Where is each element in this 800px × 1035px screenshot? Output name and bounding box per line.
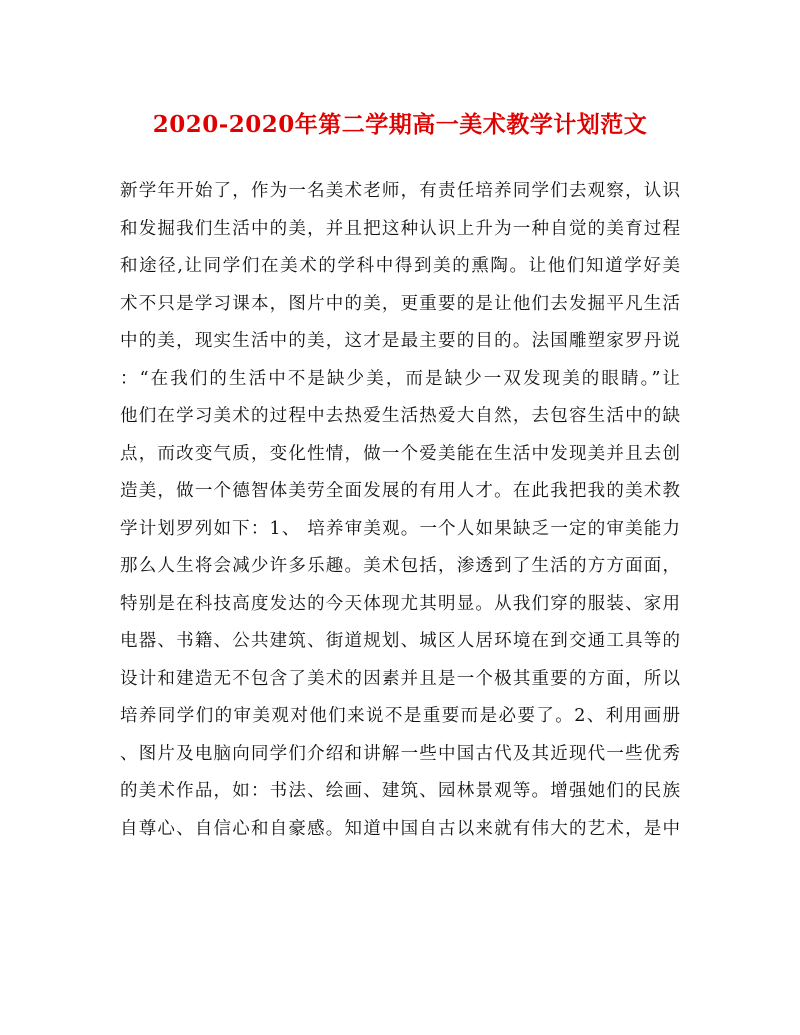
paragraph-line: 、图片及电脑向同学们介绍和讲解一些中国古代及其近现代一些优秀 bbox=[120, 743, 680, 764]
document-title: 2020-2020年第二学期高一美术教学计划范文 bbox=[152, 111, 648, 138]
paragraph-line: 设计和建造无不包含了美术的因素并且是一个极其重要的方面，所以 bbox=[120, 668, 680, 689]
paragraph-line: 新学年开始了，作为一名美术老师，有责任培养同学们去观察，认识 bbox=[120, 181, 680, 201]
paragraph-line: 他们在学习美术的过程中去热爱生活热爱大自然，去包容生活中的缺 bbox=[120, 406, 680, 426]
paragraph-line: 自尊心、自信心和自豪感。知道中国自古以来就有伟大的艺术，是中 bbox=[120, 818, 680, 839]
paragraph-line: 术不只是学习课本，图片中的美，更重要的是让他们去发掘平凡生活 bbox=[120, 293, 680, 314]
paragraph-line: 的美术作品，如：书法、绘画、建筑、园林景观等。增强她们的民族 bbox=[120, 781, 680, 801]
paragraph-line: 和途径,让同学们在美术的学科中得到美的熏陶。让他们知道学好美 bbox=[120, 256, 680, 276]
paragraph-line: 造美，做一个德智体美劳全面发展的有用人才。在此我把我的美术教 bbox=[120, 481, 680, 501]
paragraph-line: 点，而改变气质，变化性情，做一个爱美能在生活中发现美并且去创 bbox=[120, 443, 680, 464]
paragraph-line: ：“在我们的生活中不是缺少美，而是缺少一双发现美的眼睛。”让 bbox=[120, 368, 680, 389]
paragraph-line: 那么人生将会减少许多乐趣。美术包括，渗透到了生活的方方面面， bbox=[120, 556, 680, 576]
paragraph-line: 和发掘我们生活中的美，并且把这种认识上升为一种自觉的美育过程 bbox=[120, 218, 680, 239]
paragraph-line: 培养同学们的审美观对他们来说不是重要而是必要了。2、利用画册 bbox=[120, 706, 680, 726]
document-body bbox=[120, 173, 680, 848]
paragraph-line: 学计划罗列如下：1、 培养审美观。一个人如果缺乏一定的审美能力 bbox=[120, 518, 680, 539]
paragraph-line: 特别是在科技高度发达的今天体现尤其明显。从我们穿的服装、家用 bbox=[120, 593, 680, 614]
paragraph-line: 电器、书籍、公共建筑、街道规划、城区人居环境在到交通工具等的 bbox=[120, 631, 680, 651]
paragraph-line: 中的美，现实生活中的美，这才是最主要的目的。法国雕塑家罗丹说 bbox=[120, 331, 680, 351]
